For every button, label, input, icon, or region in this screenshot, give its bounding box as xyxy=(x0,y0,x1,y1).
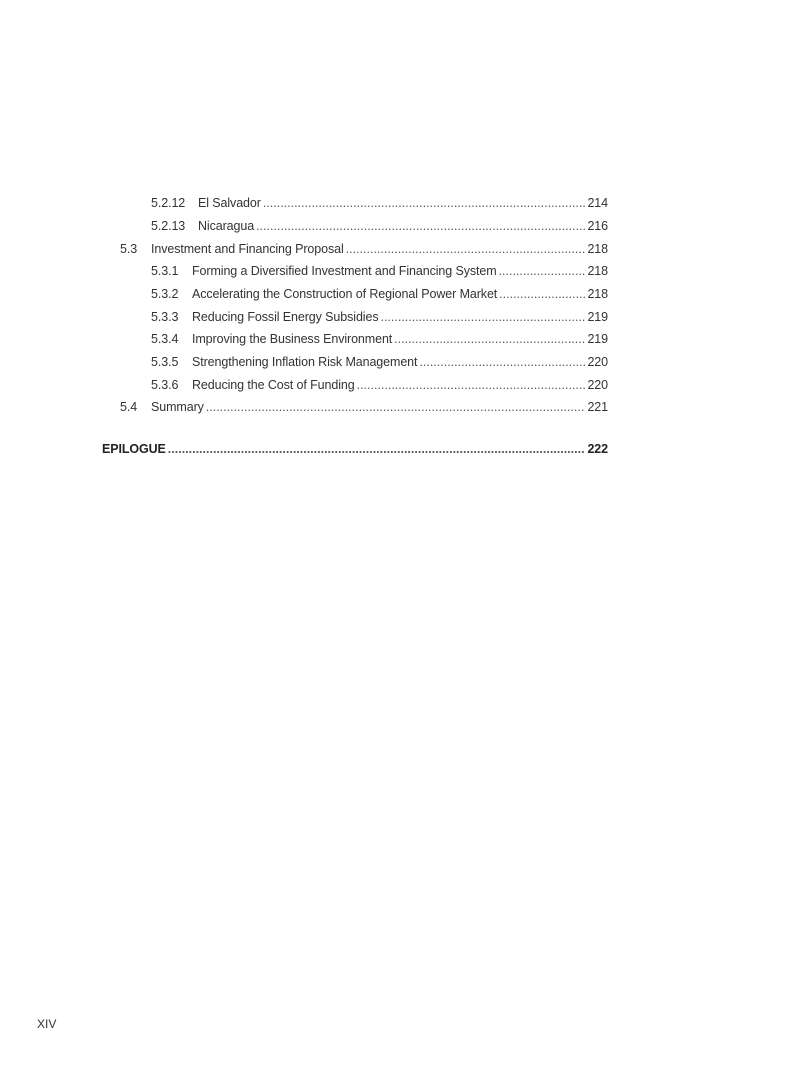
page-number: 216 xyxy=(587,219,608,233)
toc-entry-epilogue xyxy=(102,441,608,457)
section-number: 5.3.3 xyxy=(151,310,179,324)
page-number: 219 xyxy=(587,310,608,324)
section-title: Summary xyxy=(151,400,204,414)
dot-leader xyxy=(346,241,586,257)
toc-entry-5-3-3 xyxy=(151,309,608,325)
section-number: 5.2.12 xyxy=(151,196,186,210)
page-number: 222 xyxy=(587,442,608,456)
toc-entry-5-2-12 xyxy=(151,195,608,211)
section-number: 5.3.2 xyxy=(151,287,179,301)
toc-entry-5-4 xyxy=(120,399,608,415)
section-number: 5.4 xyxy=(120,400,138,414)
page-number: 218 xyxy=(587,242,608,256)
section-number: 5.3.1 xyxy=(151,264,179,278)
section-title: Reducing the Cost of Funding xyxy=(192,378,355,392)
section-title: Improving the Business Environment xyxy=(192,332,393,346)
page-number: 220 xyxy=(587,355,608,369)
section-title: Forming a Diversified Investment and Financing System xyxy=(192,264,497,278)
dot-leader xyxy=(263,195,586,211)
section-number: 5.3 xyxy=(120,242,138,256)
dot-leader xyxy=(380,309,585,325)
page-number: 218 xyxy=(587,264,608,278)
toc-entry-5-3-1 xyxy=(151,263,608,279)
section-title: EPILOGUE xyxy=(102,442,166,456)
dot-leader xyxy=(357,377,586,393)
section-number: 5.3.5 xyxy=(151,355,179,369)
section-title: Nicaragua xyxy=(198,219,255,233)
section-number: 5.3.4 xyxy=(151,332,179,346)
dot-leader xyxy=(394,331,585,347)
toc-entry-5-3-6 xyxy=(151,377,608,393)
page-number: 218 xyxy=(587,287,608,301)
section-title: El Salvador xyxy=(198,196,261,210)
page-number: 219 xyxy=(587,332,608,346)
page-number: 221 xyxy=(587,400,608,414)
page-number: 220 xyxy=(587,378,608,392)
dot-leader xyxy=(499,263,586,279)
toc-entry-5-2-13 xyxy=(151,218,608,234)
dot-leader xyxy=(419,354,585,370)
toc-entry-5-3 xyxy=(120,241,608,257)
section-title: Reducing Fossil Energy Subsidies xyxy=(192,310,379,324)
page-number: 214 xyxy=(587,196,608,210)
dot-leader xyxy=(256,218,585,234)
dot-leader xyxy=(499,286,585,302)
section-title: Accelerating the Construction of Regional Power Market xyxy=(192,287,498,301)
toc-entry-5-3-4 xyxy=(151,331,608,347)
dot-leader xyxy=(168,441,586,457)
section-number: 5.2.13 xyxy=(151,219,186,233)
section-number: 5.3.6 xyxy=(151,378,179,392)
page-folio: XIV xyxy=(37,1017,57,1031)
section-title: Strengthening Inflation Risk Management xyxy=(192,355,418,369)
toc-entry-5-3-5 xyxy=(151,354,608,370)
toc-entry-5-3-2 xyxy=(151,286,608,302)
section-title: Investment and Financing Proposal xyxy=(151,242,344,256)
dot-leader xyxy=(206,399,586,415)
